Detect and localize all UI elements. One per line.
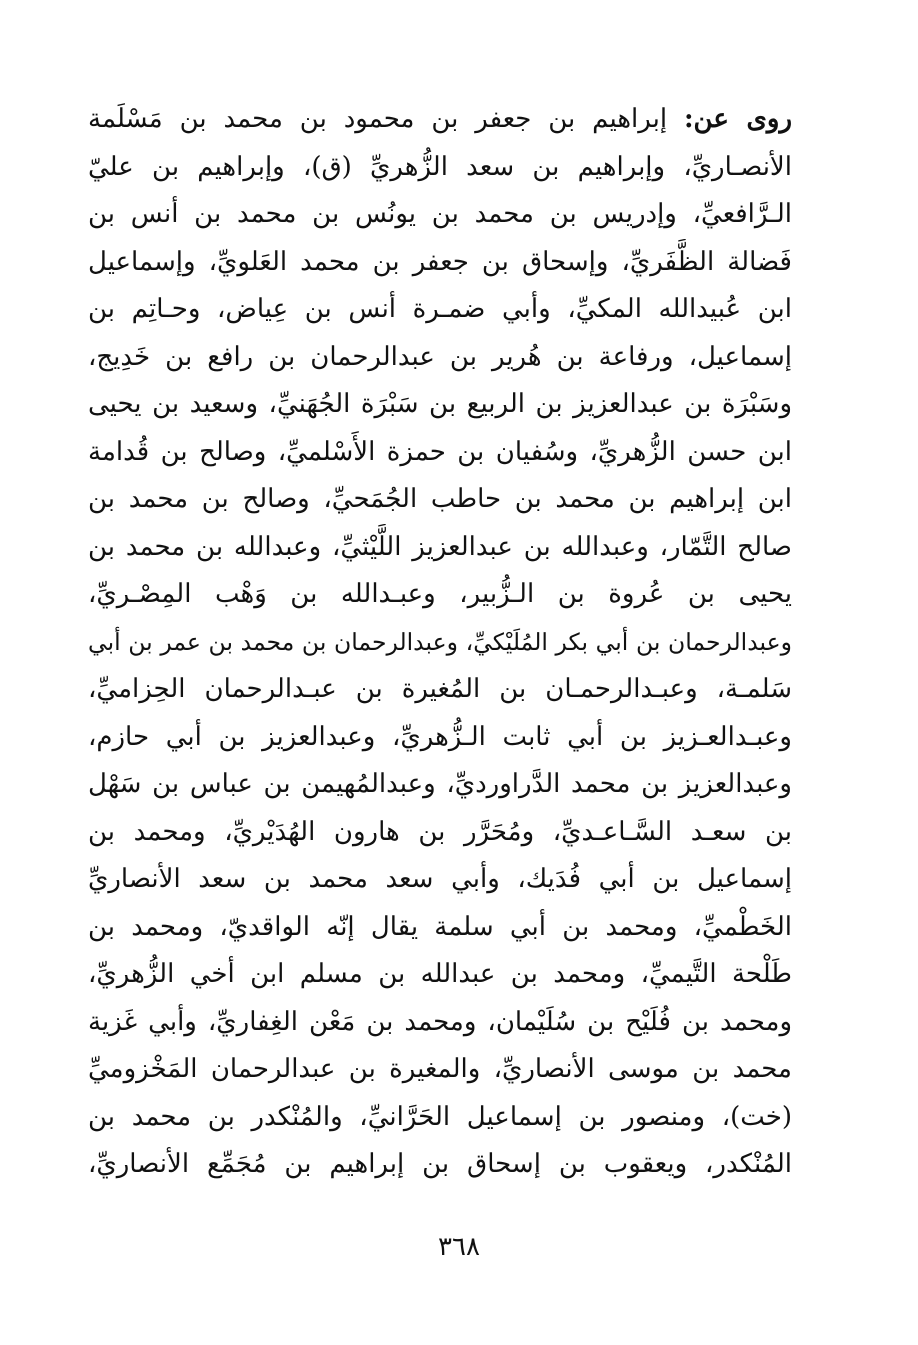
text-line-22: (خت)، ومنصور بن إسماعيل الحَرَّانيِّ، والمُنْكدر بن محمد بن bbox=[88, 1101, 792, 1132]
text-line-11: يحيى بن عُروة بن الـزُّبير، وعبـدالله بن وَهْب المِصْـريِّ، bbox=[88, 579, 792, 609]
body-text bbox=[88, 96, 792, 1189]
text-line-1 bbox=[88, 96, 792, 144]
text-line-12: وعبدالرحمان بن أبي بكر المُلَيْكيِّ، وعبدالرحمان بن محمد بن عمر بن أبي bbox=[88, 627, 792, 656]
lead-label: روى عن: bbox=[683, 104, 792, 134]
text-line-18: الخَطْميِّ، ومحمد بن أبي سلمة يقال إنّه الواقديّ، ومحمد بن bbox=[88, 911, 792, 942]
text-line-16: بن سعـد السَّـاعـديِّ، ومُحَرَّر بن هارون الهُدَيْريِّ، ومحمد بن bbox=[88, 816, 792, 847]
text-line-5: ابن عُبيدالله المكيِّ، وأبي ضمـرة أنس بن عِياض، وحـاتِم بن bbox=[88, 294, 792, 324]
text-line-19: طَلْحة التَّيميِّ، ومحمد بن عبدالله بن مسلم ابن أخي الزُّهريِّ، bbox=[88, 959, 792, 989]
text-line-4: فَضالة الظَّفَريِّ، وإسحاق بن جعفر بن محمد العَلويِّ، وإسماعيل bbox=[88, 246, 792, 277]
text-line-6: إسماعيل، ورفاعة بن هُرير بن عبدالرحمان بن رافع بن خَدِيج، bbox=[88, 341, 792, 372]
text-line-17: إسماعيل بن أبي فُدَيك، وأبي سعد محمد بن سعد الأنصاريِّ bbox=[88, 864, 792, 894]
text-line-8: ابن حسن الزُّهريِّ، وسُفيان بن حمزة الأَسْلميِّ، وصالح بن قُدامة bbox=[88, 436, 792, 467]
text-line-2: الأنصـاريِّ، وإبراهيم بن سعد الزُّهريِّ (ق)، وإبراهيم بن عليّ bbox=[88, 151, 792, 182]
text-line-1-rest: إبراهيم بن جعفر بن محمود بن محمد بن مَسْلَمة bbox=[88, 104, 684, 134]
text-line-3: الـرَّافعيِّ، وإدريس بن محمد بن يونُس بن محمد بن أنس بن bbox=[88, 199, 792, 229]
text-line-21: محمد بن موسى الأنصاريِّ، والمغيرة بن عبدالرحمان المَخْزوميِّ bbox=[88, 1054, 792, 1084]
text-line-23: المُنْكدر، ويعقوب بن إسحاق بن إبراهيم بن مُجَمِّع الأنصاريِّ، bbox=[88, 1149, 792, 1179]
text-line-9: ابن إبراهيم بن محمد بن حاطب الجُمَحيِّ، وصالح بن محمد بن bbox=[88, 484, 792, 514]
page-number: ٣٦٨ bbox=[438, 1232, 480, 1262]
text-line-20: ومحمد بن فُلَيْح بن سُلَيْمان، ومحمد بن مَعْن الغِفاريِّ، وأبي غَزية bbox=[88, 1006, 792, 1037]
text-line-13: سَلمـة، وعبـدالرحمـان بن المُغيرة بن عبـدالرحمان الحِزاميِّ، bbox=[88, 674, 792, 704]
text-line-7: وسَبْرَة بن عبدالعزيز بن الربيع بن سَبْرَة الجُهَنيِّ، وسعيد بن يحيى bbox=[88, 389, 792, 419]
text-line-14: وعبـدالعـزيز بن أبي ثابت الـزُّهريِّ، وعبدالعزيز بن أبي حازم، bbox=[88, 721, 792, 752]
text-line-10: صالح التَّمّار، وعبدالله بن عبدالعزيز اللَّيْثيِّ، وعبدالله بن محمد بن bbox=[88, 531, 792, 562]
text-line-15: وعبدالعزيز بن محمد الدَّراورديِّ، وعبدالمُهيمن بن عباس بن سَهْل bbox=[88, 769, 792, 799]
